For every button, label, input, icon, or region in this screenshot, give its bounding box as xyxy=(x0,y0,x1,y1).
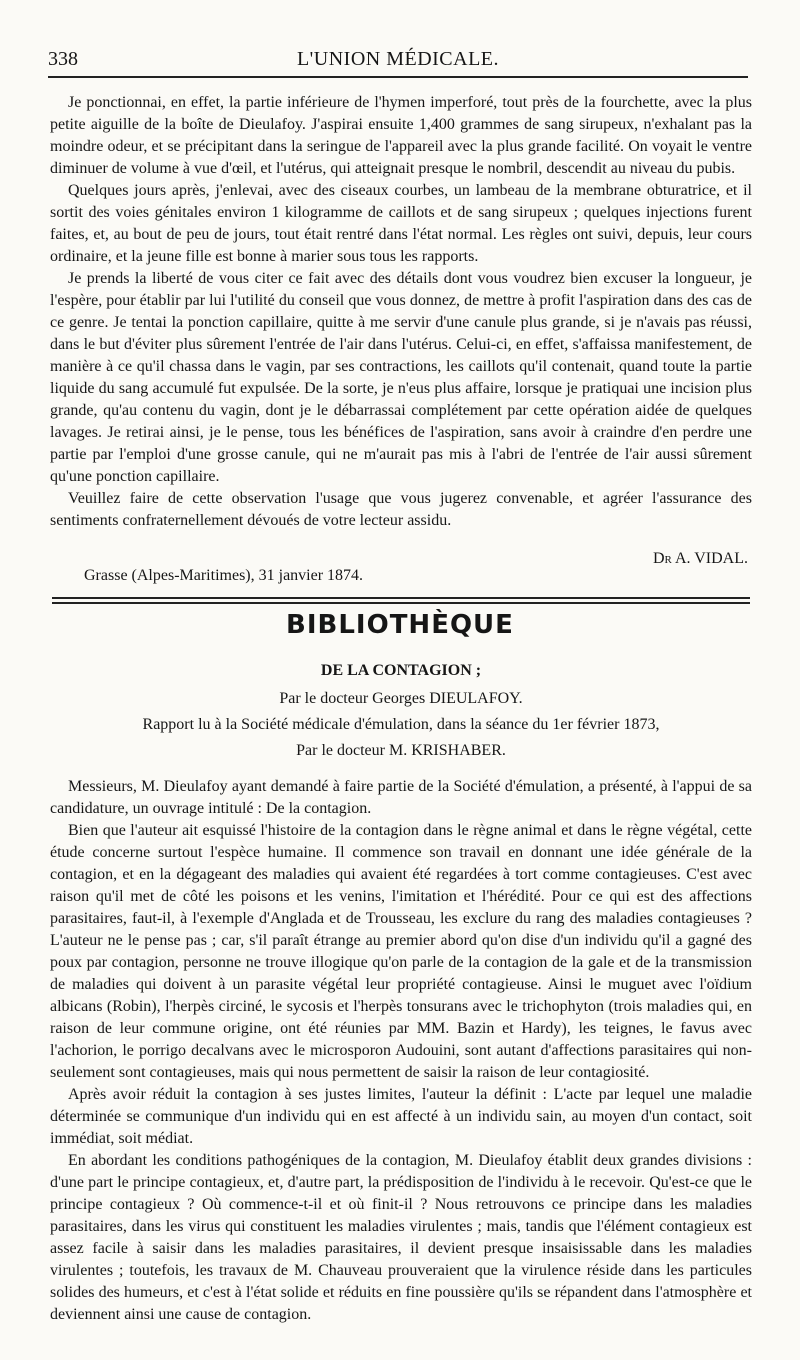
signature: Dr A. VIDAL. xyxy=(652,550,748,567)
section-title: BIBLIOTHÈQUE xyxy=(286,610,514,640)
review-paragraph: Messieurs, M. Dieulafoy ayant demandé à faire partie de la Société d'émulation, a présenté, à l'appui de sa candidature, un ouvrage intitulé : De la contagion. xyxy=(50,778,752,817)
dateline: Grasse (Alpes-Maritimes), 31 janvier 1874. xyxy=(84,567,364,584)
review-paragraph: En abordant les conditions pathogéniques de la contagion, M. Dieulafoy établit deux grandes divisions : d'une part le principe contagieux, et, d'autre part, la prédisposition de l'individu à le recevoir. Qu'est-ce que le principe contagieux ? Où commence-t-il et où finit-il ? Nous retrouvons ce principe dans les maladies parasitaires, dans les virus qui constituent les maladies virulentes ; mais, tandis que l'élément contagieux est assez facile à saisir dans les maladies parasitaires, il devient presque insaisissable dans les maladies virulentes ; toutefois, les travaux de M. Chauveau prouveraient que la virulence réside dans les particules solides des humeurs, et c'est à l'état solide et réduits en fine poussière qu'ils se répandent dans l'atmosphère et deviennent ainsi une cause de contagion. xyxy=(50,1152,752,1323)
running-title: L'UNION MÉDICALE. xyxy=(296,48,500,70)
article-author: Par le docteur Georges DIEULAFOY. xyxy=(279,690,523,707)
review-paragraph: Bien que l'auteur ait esquissé l'histoire de la contagion dans le règne animal et dans le règne végétal, cette étude concerne surtout l'espèce humaine. Il commence son travail en donnant une idée générale de la contagion, et en la dégageant des maladies qui avaient été regardées à tort comme contagieuses. C'est avec raison qu'il met de côté les poisons et les venins, l'imitation et l'hérédité. Pour ce qui est des affections parasitaires, faut-il, à l'exemple d'Anglada et de Trousseau, les exclure du rang des maladies contagieuses ? L'auteur ne le pense pas ; car, s'il paraît étrange au premier abord qu'on dise d'un individu qu'il a gagné des poux par contagion, personne ne trouve illogique qu'on parle de la contagion de la gale et de la transmission de maladies qui doivent à un parasite végétal leur propriété contagieuse. Ainsi le muguet avec l'oïdium albicans (Robin), l'herpès circiné, le sycosis et l'herpès tonsurans avec le trichophyton (trois maladies qui, en raison de leur commune origine, ont été réunies par MM. Bazin et Hardy), les teignes, le favus avec l'achorion, le porrigo decalvans avec le microsporon Audouini, sont autant d'affections parasitaires qui non-seulement sont contagieuses, mais qui nous permettent de saisir la raison de leur contagiosité. xyxy=(50,822,752,1081)
report-line: Rapport lu à la Société médicale d'émulation, dans la séance du 1er février 1873, xyxy=(142,716,660,733)
review-paragraph: Après avoir réduit la contagion à ses justes limites, l'auteur la définit : L'acte par lequel une maladie déterminée se communique d'un individu qui en est affecté à un individu sain, au moyen d'un contact, soit immédiat, soit médiat. xyxy=(50,1086,752,1147)
page-header xyxy=(48,48,748,78)
section-divider-top xyxy=(52,597,750,599)
article-title: DE LA CONTAGION ; xyxy=(320,662,482,679)
letter-body xyxy=(50,92,752,532)
letter-paragraph: Je ponctionnai, en effet, la partie inférieure de l'hymen imperforé, tout près de la fourchette, avec la plus petite aiguille de la boîte de Dieulafoy. J'aspirai ensuite 1,400 grammes de sang sirupeux, n'exhalant pas la moindre odeur, et se précipitant dans la seringue de l'appareil avec la plus grande facilité. On voyait le ventre diminuer de volume à vue d'œil, et l'utérus, qui atteignait presque le nombril, descendit au niveau du pubis. xyxy=(50,94,752,177)
letter-paragraph: Veuillez faire de cette observation l'usage que vous jugerez convenable, et agréer l'assurance des sentiments confraternellement dévoués de votre lecteur assidu. xyxy=(50,490,752,529)
page-number: 338 xyxy=(48,48,78,70)
reporter-line: Par le docteur M. KRISHABER. xyxy=(296,742,506,759)
review-body xyxy=(50,776,752,1326)
section-divider-bottom xyxy=(52,602,750,604)
letter-paragraph: Je prends la liberté de vous citer ce fait avec des détails dont vous voudrez bien excuser la longueur, je l'espère, pour établir par lui l'utilité du conseil que vous donnez, de mettre à profit l'aspiration dans des cas de ce genre. Je tentai la ponction capillaire, quitte à me servir d'une canule plus grande, si je n'avais pas réussi, dans le but d'éviter plus sûrement l'entrée de l'air dans l'utérus. Celui-ci, en effet, s'affaissa manifestement, de manière à ce qu'il chassa dans le vagin, par ses contractions, les caillots qu'il contenait, quand toute la partie liquide du sang accumulé fut expulsée. De la sorte, je n'eus plus affaire, lorsque je pratiquai une incision plus grande, qu'au contenu du vagin, dont je le débarrassai complétement par cette opération aidée de quelques lavages. Je retirai ainsi, je le pense, tous les bénéfices de l'aspiration, sans avoir à craindre d'en perdre une partie par l'emploi d'une grosse canule, qui ne m'aurait pas mis à l'abri de l'entrée de l'air aussi sûrement qu'une ponction capillaire. xyxy=(50,270,752,485)
letter-paragraph: Quelques jours après, j'enlevai, avec des ciseaux courbes, un lambeau de la membrane obturatrice, et il sortit des voies génitales environ 1 kilogramme de caillots et de sang sirupeux ; quelques injections furent faites, et, au bout de peu de jours, tout était rentré dans l'état normal. Les règles ont suivi, depuis, leur cours ordinaire, et la jeune fille est bonne à marier sous tous les rapports. xyxy=(50,182,752,265)
